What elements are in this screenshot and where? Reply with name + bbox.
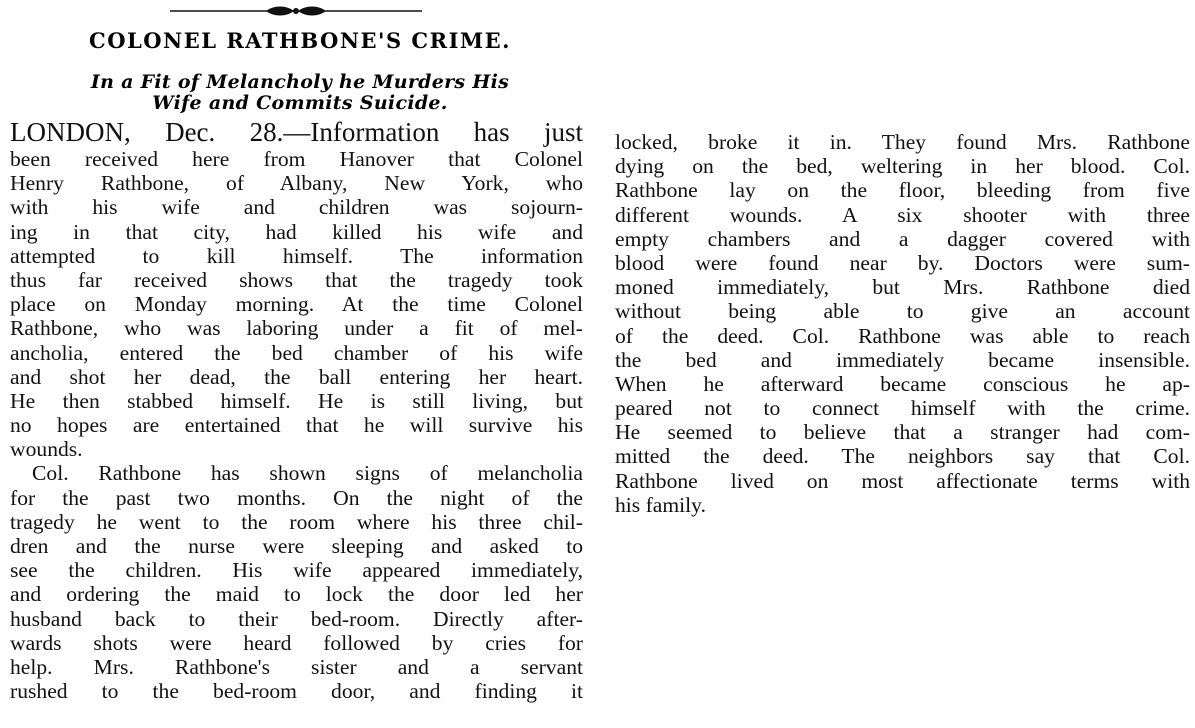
text-line: of the deed. Col. Rathbone was able to reach [615, 323, 1190, 348]
text-line: When he afterward became conscious he ap- [615, 371, 1190, 396]
text-line: with his wife and children was sojourn- [10, 195, 583, 220]
article-column-left [10, 118, 583, 703]
text-line: and ordering the maid to lock the door led her [10, 582, 583, 607]
headline-ornament-rule [170, 4, 422, 18]
article-column-right [615, 130, 1190, 517]
text-line: for the past two months. On the night of the [10, 485, 583, 510]
article-headline: COLONEL RATHBONE'S CRIME. [88, 28, 511, 53]
text-line: Rathbone lay on the floor, bleeding from five [615, 178, 1190, 203]
text-line: ancholia, entered the bed chamber of his wife [10, 340, 583, 365]
text-line: without being able to give an account [615, 299, 1190, 324]
text-line: dren and the nurse were sleeping and asked to [10, 534, 583, 558]
text-line: different wounds. A six shooter with three [615, 202, 1190, 227]
text-line: see the children. His wife appeared immediately, [10, 558, 583, 583]
text-line: He then stabbed himself. He is still living, but [10, 388, 583, 413]
text-line: the bed and immediately became insensible. [615, 347, 1190, 372]
text-line: place on Monday morning. At the time Colonel [10, 292, 583, 317]
text-line: mitted the deed. The neighbors say that Col. [615, 444, 1190, 469]
text-line: He seemed to believe that a stranger had com- [615, 420, 1190, 445]
text-line: Rathbone lived on most affectionate terms with [615, 468, 1190, 493]
dateline-line: LONDON, Dec. 28.—Information has just [10, 117, 583, 147]
article-subheadline [0, 72, 600, 114]
subheadline-line-1: In a Fit of Melancholy he Murders His [90, 71, 510, 93]
text-line: empty chambers and a dagger covered with [615, 226, 1190, 251]
text-line: Rathbone, who was laboring under a fit of mel- [10, 316, 583, 341]
text-line: husband back to their bed-room. Directly after- [10, 606, 583, 631]
text-line: no hopes are entertained that he will survive his [10, 413, 583, 438]
text-line: blood were found near by. Doctors were sum- [615, 250, 1190, 275]
text-line: his family. [615, 492, 706, 517]
text-line: wounds. [10, 437, 83, 462]
text-line: wards shots were heard followed by cries for [10, 630, 583, 655]
text-line: peared not to connect himself with the crime. [615, 396, 1190, 421]
text-line: and shot her dead, the ball entering her heart. [10, 364, 583, 389]
paragraph-start-line: Col. Rathbone has shown signs of melancholia [32, 461, 583, 486]
text-line: rushed to the bed-room door, and finding it [10, 679, 583, 704]
text-line: locked, broke it in. They found Mrs. Rathbone [615, 130, 1190, 154]
text-line: moned immediately, but Mrs. Rathbone died [615, 275, 1190, 300]
text-line: been received here from Hanover that Colonel [10, 147, 583, 171]
text-line: Henry Rathbone, of Albany, New York, who [10, 171, 583, 196]
text-line: thus far received shows that the tragedy took [10, 267, 583, 292]
text-line: dying on the bed, weltering in her blood. Col. [615, 154, 1190, 179]
text-line: attempted to kill himself. The information [10, 243, 583, 268]
text-line: help. Mrs. Rathbone's sister and a servant [10, 654, 583, 679]
text-line: ing in that city, had killed his wife and [10, 219, 583, 244]
subheadline-line-2: Wife and Commits Suicide. [152, 92, 448, 114]
text-line: tragedy he went to the room where his three chil- [10, 509, 583, 534]
